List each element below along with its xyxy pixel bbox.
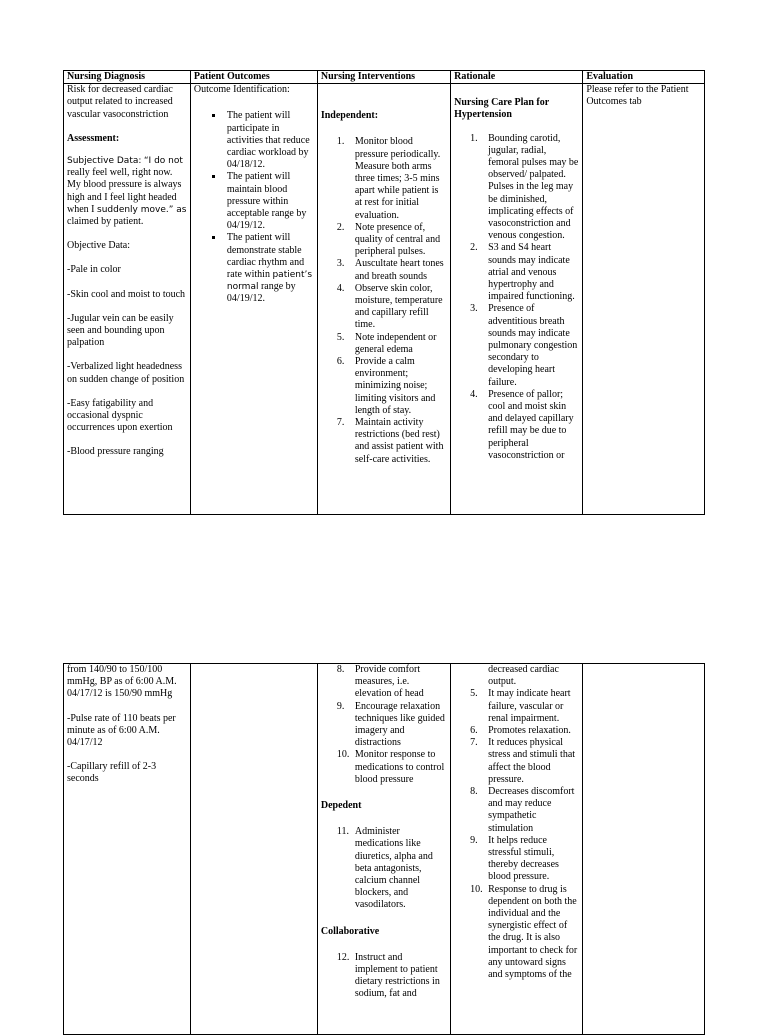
rationale-item (454, 835, 579, 884)
item-text: Encourage relaxation techniques like guided imagery and distractions (354, 700, 445, 749)
bullet-icon (212, 175, 215, 178)
outcome-text: The patient will demonstrate stable cardiac rhythm and rate within (226, 232, 305, 281)
intervention-item (321, 258, 447, 282)
item-number: 4. (336, 282, 345, 294)
interventions-list-collaborative (321, 952, 447, 1001)
assessment-label: Assessment: (67, 132, 120, 144)
header-nursing-diagnosis: Nursing Diagnosis (64, 71, 191, 84)
item-number: 10. (336, 749, 350, 761)
item-text: Decreases discomfort and may reduce sympathetic stimulation (488, 786, 575, 834)
interventions-cell (317, 664, 450, 1035)
outcome-item (194, 232, 314, 305)
intervention-item (321, 332, 447, 356)
outcome-item (194, 171, 314, 232)
outcome-text: The patient will participate in activities that reduce cardiac workload by 04/18/12. (226, 110, 310, 171)
diagnosis-item: from 140/90 to 150/100 mmHg, BP as of 6:00 A.M. 04/17/12 is 150/90 mmHg (67, 664, 177, 700)
rationale-item (454, 786, 579, 835)
outcome-label: Outcome Identification: (193, 84, 290, 96)
diagnosis-cell (64, 664, 191, 1035)
rationale-item (454, 688, 579, 725)
rationale-title: Nursing Care Plan for Hypertension (454, 97, 550, 121)
header-row (64, 71, 705, 84)
diagnosis-item: -Pulse rate of 110 beats per minute as of 6:00 A.M. 04/17/12 (67, 712, 176, 749)
care-plan-table-page-1 (63, 70, 705, 515)
item-number: 7. (336, 417, 345, 429)
item-text: Bounding carotid, jugular, radial, femoral pulses may be observed/ palpated. Pulses in the leg may be diminished, implicating effects of vasoconstriction and venous congestion. (488, 132, 579, 242)
outcome-text: range by 04/19/12. (226, 281, 296, 305)
subjective-data (67, 155, 187, 228)
item-number: 6. (336, 356, 345, 368)
subjective-tail: claimed by patient. (67, 216, 144, 228)
content-row (64, 664, 705, 1035)
item-number: 1. (336, 136, 345, 148)
evaluation-text: Please refer to the Patient Outcomes tab (586, 84, 689, 108)
item-text: Observe skin color, moisture, temperature and capillary refill time. (354, 282, 443, 331)
rationale-list (454, 688, 579, 981)
diagnosis-cell (64, 84, 191, 515)
item-number: 12. (336, 951, 350, 963)
item-number: 8. (336, 664, 345, 675)
intervention-item (321, 826, 447, 911)
item-text: Presence of pallor; cool and moist skin and delayed capillary refill may be due to peripheral vasoconstriction or (488, 388, 574, 461)
header-rationale: Rationale (451, 71, 583, 84)
item-number: 3. (336, 258, 345, 270)
item-number: 11. (336, 826, 349, 838)
objective-item: -Pale in color (67, 264, 121, 276)
independent-label: Independent: (320, 110, 379, 122)
intervention-item (321, 283, 447, 332)
item-text: Monitor response to medications to control blood pressure (354, 749, 445, 785)
bullet-icon (212, 236, 215, 239)
content-row (64, 84, 705, 515)
item-text: Note presence of, quality of central and peripheral pulses. (354, 221, 441, 258)
objective-label: Objective Data: (67, 240, 131, 252)
rationale-item (454, 242, 579, 303)
diagnosis-item: -Capillary refill of 2-3 seconds (67, 761, 157, 785)
item-number: 9. (336, 700, 345, 712)
objective-item: -Jugular vein can be easily seen and bounding upon palpation (67, 312, 174, 349)
intervention-item (321, 749, 447, 786)
item-number: 5. (336, 331, 345, 343)
intervention-item (321, 701, 447, 750)
item-text: Promotes relaxation. (488, 725, 571, 737)
interventions-list-dependent (321, 826, 447, 911)
rationale-cell (451, 664, 583, 1035)
subjective-quote-b: really feel well, right now. My blood pressure is always high and I feel light headed when I (67, 167, 182, 215)
item-number: 2. (470, 242, 478, 254)
item-text: Note independent or general edema (354, 331, 437, 355)
evaluation-cell (583, 84, 705, 515)
item-number: 2. (336, 221, 345, 233)
outcome-text-handwritten: patient’s normal (226, 270, 313, 293)
intervention-item (321, 356, 447, 417)
item-text: Provide comfort measures, i.e. elevation of head (354, 664, 424, 700)
header-patient-outcomes: Patient Outcomes (190, 71, 317, 84)
item-text: Instruct and implement to patient dietary restrictions in sodium, fat and (354, 951, 440, 1000)
outcome-text: The patient will maintain blood pressure within acceptable range by 04/19/12. (226, 171, 307, 232)
rationale-item (454, 133, 579, 243)
intervention-item (321, 222, 447, 259)
rationale-item (454, 725, 579, 737)
objective-item: -Skin cool and moist to touch (67, 288, 186, 300)
outcomes-cell (190, 664, 317, 1035)
item-number: 1. (470, 132, 478, 144)
item-number: 6. (470, 725, 478, 737)
rationale-item (454, 303, 579, 388)
care-plan-table-page-2 (63, 663, 705, 1035)
outcome-item (194, 110, 314, 171)
rationale-list (454, 133, 579, 462)
item-text: Auscultate heart tones and breath sounds (354, 258, 444, 282)
item-text: It helps reduce stressful stimuli, thereby decreases blood pressure. (488, 834, 559, 883)
item-text: It may indicate heart failure, vascular or renal impairment. (488, 688, 571, 724)
collaborative-label: Collaborative (320, 925, 380, 937)
subjective-label: Subjective Data: (67, 156, 142, 167)
intervention-item (321, 664, 447, 701)
item-text: Provide a calm environment; minimizing noise; limiting visitors and length of stay. (354, 356, 436, 416)
subjective-quote-a: “I do not (143, 156, 183, 167)
item-text: S3 and S4 heart sounds may indicate atrial and venous hypertrophy and impaired functioning. (488, 242, 575, 303)
item-number: 7. (470, 737, 478, 749)
item-number: 3. (470, 303, 478, 315)
diagnosis-text: Risk for decreased cardiac output related to increased vascular vasoconstriction (67, 84, 173, 120)
intervention-item (321, 417, 447, 466)
objective-item: -Verbalized light headedness on sudden change of position (67, 361, 185, 385)
objective-item: -Easy fatigability and occasional dyspnic occurrences upon exertion (67, 397, 173, 434)
item-number: 10. (470, 883, 483, 895)
item-number: 9. (470, 834, 478, 846)
item-text: Response to drug is dependent on both the individual and the synergistic effect of the drug. It is also important to check for any untoward signs and symptoms of the (488, 883, 578, 981)
subjective-quote-c: suddenly move.” as (97, 204, 187, 215)
bullet-icon (212, 114, 215, 117)
evaluation-cell (583, 664, 705, 1035)
dependent-label: Depedent (320, 800, 362, 812)
item-number: 5. (470, 688, 478, 700)
intervention-item (321, 136, 447, 221)
item-text: Administer medications like diuretics, alpha and beta antagonists, calcium channel blockers, and vasodilators. (354, 826, 433, 911)
rationale-item (454, 884, 579, 982)
outcomes-cell (190, 84, 317, 515)
rationale-cell (451, 84, 583, 515)
header-nursing-interventions: Nursing Interventions (317, 71, 450, 84)
outcome-list (194, 110, 314, 305)
item-number: 8. (470, 786, 478, 798)
interventions-list (321, 664, 447, 786)
header-evaluation: Evaluation (583, 71, 705, 84)
rationale-continuation: decreased cardiac output. (488, 664, 559, 688)
interventions-cell (317, 84, 450, 515)
item-text: Presence of adventitious breath sounds may indicate pulmonary congestion secondary to developing heart failure. (488, 303, 578, 388)
rationale-item (454, 389, 579, 462)
item-number: 4. (470, 388, 478, 400)
intervention-item (321, 952, 447, 1001)
item-text: It reduces physical stress and stimuli that affect the blood pressure. (488, 737, 576, 785)
objective-item: -Blood pressure ranging (67, 446, 164, 458)
item-text: Maintain activity restrictions (bed rest) and assist patient with self-care activities. (354, 417, 444, 465)
rationale-item (454, 737, 579, 786)
interventions-list (321, 136, 447, 465)
item-text: Monitor blood pressure periodically. Measure both arms three times; 3-5 mins apart while patient is at rest for initial evaluation. (354, 136, 441, 221)
